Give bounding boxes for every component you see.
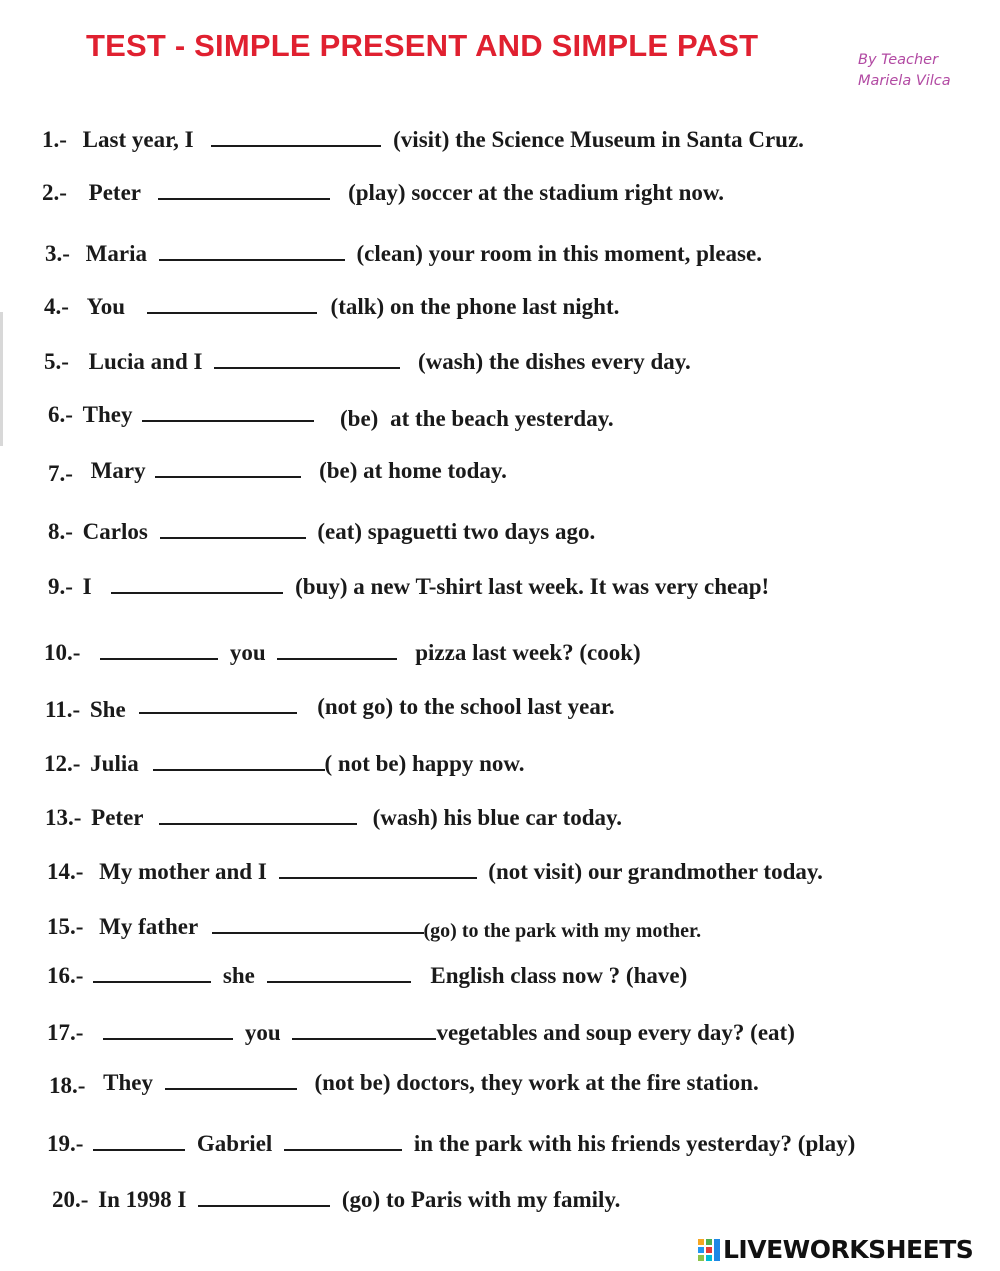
question-13	[45, 804, 622, 832]
answer-blank[interactable]	[158, 180, 330, 200]
question-text-before: Carlos	[82, 519, 148, 544]
answer-blank[interactable]	[279, 859, 477, 879]
question-number: 11.-	[45, 697, 81, 722]
question-2	[42, 179, 724, 207]
question-9	[48, 573, 769, 601]
question-16	[47, 962, 687, 990]
question-number: 20.-	[52, 1187, 89, 1212]
answer-blank[interactable]	[147, 294, 317, 314]
question-text-after: pizza last week? (cook)	[415, 640, 641, 665]
question-7	[48, 457, 507, 485]
question-text-before: you	[229, 640, 266, 665]
question-text-before: You	[86, 294, 126, 319]
question-20	[52, 1186, 620, 1214]
answer-blank[interactable]	[198, 1187, 330, 1207]
question-text-after: at the beach yesterday.	[390, 406, 614, 431]
question-text-after: ( not be) happy now.	[324, 751, 525, 776]
answer-blank[interactable]	[211, 127, 381, 147]
question-number: 13.-	[45, 805, 82, 830]
logo-wordmark: LIVEWORKSHEETS	[723, 1235, 974, 1264]
answer-blank[interactable]	[165, 1070, 297, 1090]
question-text-after: (talk) on the phone last night.	[330, 294, 620, 319]
question-6	[48, 401, 614, 429]
answer-blank-2[interactable]	[284, 1131, 402, 1151]
question-text-before: Peter	[88, 180, 141, 205]
question-text-before: Julia	[90, 751, 139, 776]
question-text-before: My father	[99, 914, 198, 939]
question-number: 5.-	[44, 349, 69, 374]
liveworksheets-logo-icon	[698, 1239, 720, 1261]
question-text-before: They	[103, 1070, 154, 1095]
question-5	[44, 348, 691, 376]
question-number: 19.-	[47, 1131, 84, 1156]
question-text-after: (not be) doctors, they work at the fire station.	[314, 1070, 759, 1095]
question-number: 18.-	[49, 1073, 86, 1098]
question-18	[49, 1069, 759, 1097]
question-text-before: you	[244, 1020, 281, 1045]
question-text-after: (not go) to the school last year.	[317, 694, 615, 719]
question-1	[42, 126, 804, 154]
question-text-after: vegetables and soup every day? (eat)	[436, 1020, 795, 1045]
question-verb-hint: (be)	[340, 406, 379, 431]
question-text-after: (buy) a new T-shirt last week. It was very cheap!	[295, 574, 770, 599]
question-number: 6.-	[48, 402, 73, 427]
answer-blank-2[interactable]	[277, 640, 397, 660]
question-number: 3.-	[45, 241, 70, 266]
question-number: 7.-	[48, 461, 73, 486]
answer-blank[interactable]	[214, 349, 400, 369]
answer-blank[interactable]	[153, 751, 325, 771]
question-text-after: (go) to the park with my mother.	[423, 920, 702, 942]
scan-edge-mark	[0, 312, 3, 446]
question-text-after: (wash) his blue car today.	[372, 805, 623, 830]
answer-blank[interactable]	[139, 694, 297, 714]
question-text-before: She	[89, 697, 126, 722]
question-text-before: Lucia and I	[88, 349, 203, 374]
question-number: 10.-	[44, 640, 81, 665]
question-text-after: (clean) your room in this moment, please.	[356, 241, 762, 266]
question-text-before: Last year, I	[82, 127, 194, 152]
answer-blank-1[interactable]	[93, 1131, 185, 1151]
question-text-after: (eat) spaguetti two days ago.	[317, 519, 596, 544]
answer-blank[interactable]	[159, 805, 357, 825]
question-text-after: (wash) the dishes every day.	[417, 349, 691, 374]
question-text-before: Peter	[91, 805, 144, 830]
question-number: 14.-	[47, 859, 84, 884]
question-number: 2.-	[42, 180, 67, 205]
question-text-after: (be) at home today.	[319, 458, 507, 483]
question-11	[45, 693, 615, 721]
question-text-after: English class now ? (have)	[430, 963, 688, 988]
question-number: 8.-	[48, 519, 73, 544]
question-text-before: In 1998 I	[98, 1187, 187, 1212]
answer-blank-1[interactable]	[100, 640, 218, 660]
question-14	[47, 858, 823, 886]
author-line-2: Mariela Vilca	[858, 73, 951, 89]
question-text-before: I	[82, 574, 92, 599]
answer-blank-1[interactable]	[103, 1020, 233, 1040]
question-text-after: (go) to Paris with my family.	[341, 1187, 621, 1212]
question-15	[47, 913, 701, 942]
answer-blank-2[interactable]	[292, 1020, 436, 1040]
question-text-before: Maria	[85, 241, 147, 266]
answer-blank[interactable]	[155, 458, 301, 478]
question-text-before: My mother and I	[99, 859, 267, 884]
question-19	[47, 1130, 855, 1158]
question-text-before: They	[82, 402, 133, 427]
question-3	[45, 240, 762, 268]
answer-blank-2[interactable]	[267, 963, 411, 983]
question-number: 12.-	[44, 751, 81, 776]
author-line-1: By Teacher	[858, 52, 939, 68]
question-number: 17.-	[47, 1020, 84, 1045]
question-number: 16.-	[47, 963, 84, 988]
question-text-after: (not visit) our grandmother today.	[488, 859, 823, 884]
answer-blank[interactable]	[142, 402, 314, 422]
answer-blank-1[interactable]	[93, 963, 211, 983]
question-text-after: (play) soccer at the stadium right now.	[348, 180, 724, 205]
question-number: 4.-	[44, 294, 69, 319]
worksheet-title: TEST - SIMPLE PRESENT AND SIMPLE PAST	[86, 28, 759, 63]
question-4	[44, 293, 619, 321]
question-text-before: Gabriel	[196, 1131, 273, 1156]
question-8	[48, 518, 595, 546]
answer-blank[interactable]	[111, 574, 283, 594]
question-text-after: (visit) the Science Museum in Santa Cruz.	[393, 127, 804, 152]
question-10	[44, 639, 641, 667]
question-12	[44, 750, 525, 778]
question-number: 15.-	[47, 914, 84, 939]
answer-blank[interactable]	[159, 241, 345, 261]
question-text-before: Mary	[90, 458, 146, 483]
question-text-before: she	[222, 963, 255, 988]
question-number: 9.-	[48, 574, 73, 599]
author-credit	[858, 50, 951, 92]
question-17	[47, 1019, 795, 1047]
answer-blank[interactable]	[212, 914, 424, 934]
question-text-after: in the park with his friends yesterday? (play)	[413, 1131, 856, 1156]
answer-blank[interactable]	[160, 519, 306, 539]
question-number: 1.-	[42, 127, 67, 152]
